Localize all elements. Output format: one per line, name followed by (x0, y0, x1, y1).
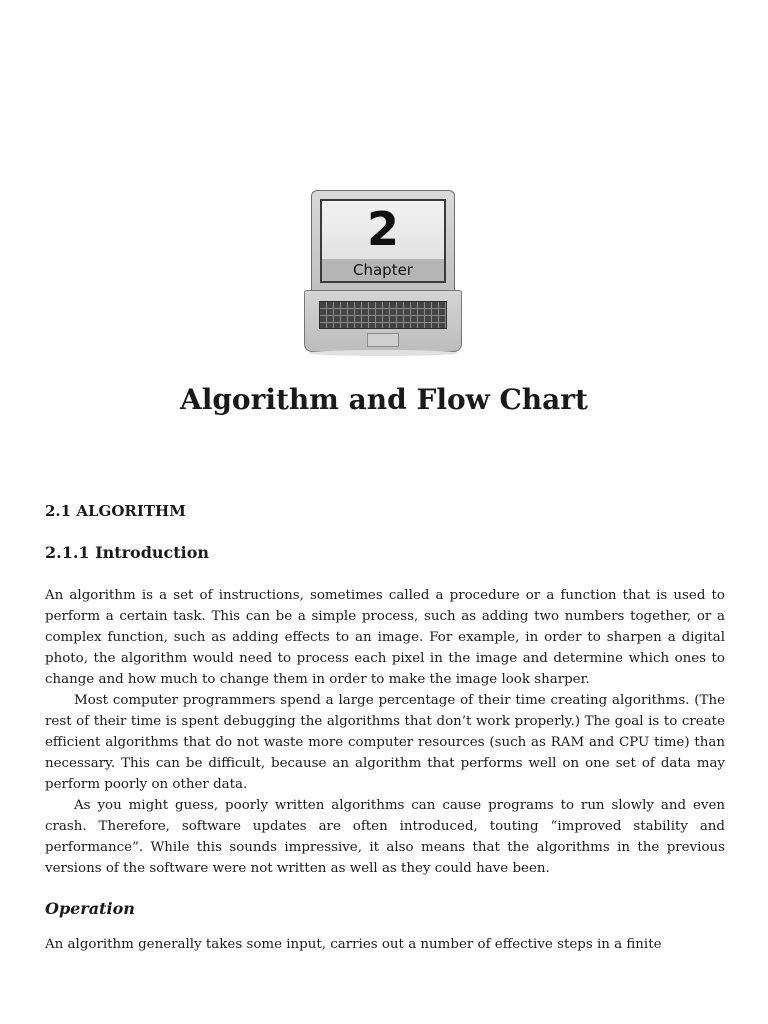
subsection-heading: 2.1.1 Introduction (45, 543, 210, 562)
laptop-icon (304, 190, 462, 358)
paragraph: An algorithm generally takes some input, carries out a number of effective steps in a finite (45, 937, 662, 952)
section-heading: 2.1 ALGORITHM (45, 502, 186, 520)
paragraph: An algorithm is a set of instructions, sometimes called a procedure or a function that is used to perform a certain task. This can be a simple process, such as adding two numbers together, or a complex function, such as adding effects to an image. For example, in order to sharpen a digital photo, the algorithm would need to process each pixel in the image and determine which ones to change and how much to change them in order to make the image look sharper. (45, 588, 725, 687)
chapter-number: 2 (366, 202, 399, 256)
keyboard-graphic (319, 301, 447, 329)
chapter-label: Chapter (353, 261, 413, 279)
laptop-lid (311, 190, 455, 294)
document-body (45, 498, 725, 955)
touchpad-graphic (367, 333, 399, 347)
laptop-base (304, 290, 462, 352)
paragraph: Most computer programmers spend a large percentage of their time creating algorithms. (The rest of their time is spent debugging the algorithms that don’t work properly.) The goal is to create efficient algorithms that do not waste more computer resources (such as RAM and CPU time) than necessary. This can be difficult, because an algorithm that performs well on one set of data may perform poorly on other data. (45, 693, 725, 792)
laptop-screen (320, 199, 446, 283)
operation-heading: Operation (45, 899, 135, 918)
paragraph: As you might guess, poorly written algorithms can cause programs to run slowly and even crash. Therefore, software updates are often introduced, touting “improved stability and performance”. While this sounds impressive, it also means that the algorithms in the previous versions of the software were not written as well as they could have been. (45, 798, 725, 876)
chapter-title: Algorithm and Flow Chart (179, 383, 588, 416)
